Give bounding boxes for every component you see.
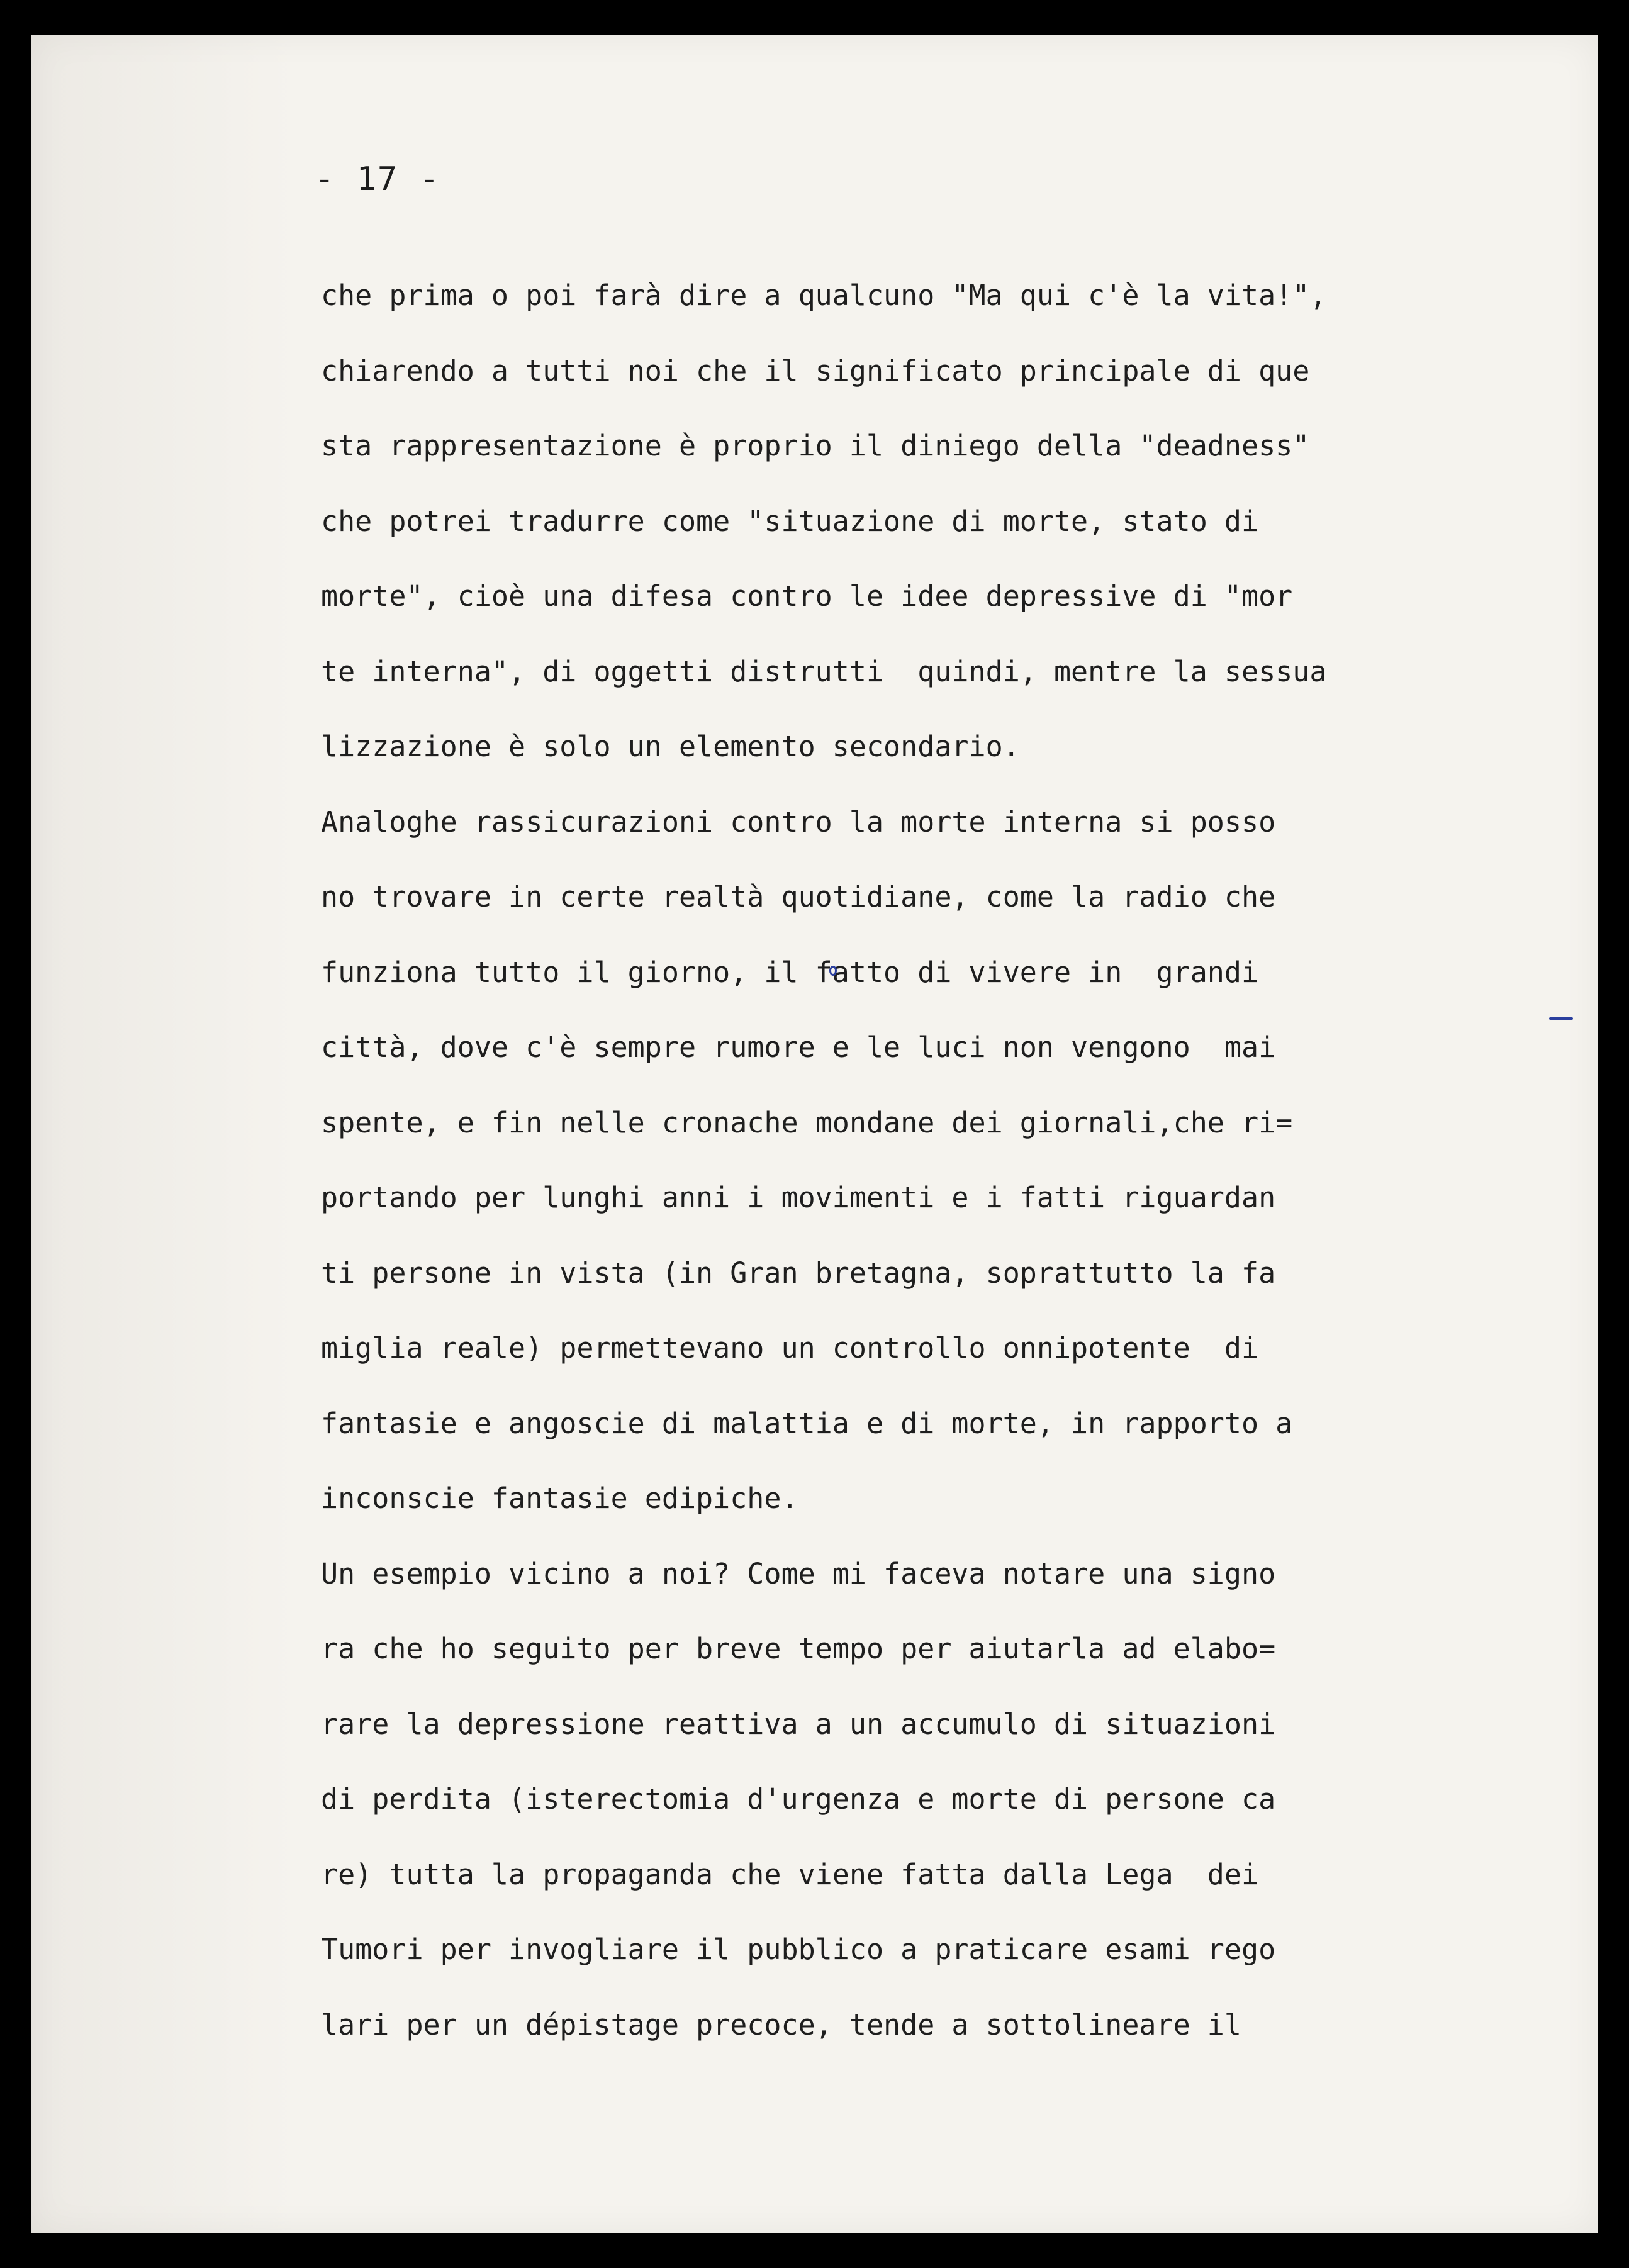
- text-line: no trovare in certe realtà quotidiane, come la radio che: [321, 880, 1276, 913]
- text-line: spente, e fin nelle cronache mondane dei giornali,che ri=: [321, 1105, 1293, 1139]
- text-line: lizzazione è solo un elemento secondario.: [321, 730, 1020, 763]
- text-line: sta rappresentazione è proprio il diniego della "deadness": [321, 429, 1310, 462]
- text-line: funziona tutto il giorno, il fatto di vivere in grandi: [321, 955, 1259, 989]
- text-line: rare la depressione reattiva a un accumulo di situazioni: [321, 1707, 1276, 1741]
- text-line: chiarendo a tutti noi che il significato principale di que: [321, 354, 1310, 388]
- pen-correction-mark: [829, 966, 837, 976]
- text-line: inconscie fantasie edipiche.: [321, 1482, 798, 1515]
- text-line: morte", cioè una difesa contro le idee depressive di "mor: [321, 579, 1293, 613]
- pen-margin-mark: [1549, 1017, 1573, 1020]
- text-line: lari per un dépistage precoce, tende a sottolineare il: [321, 2008, 1241, 2042]
- text-line: di perdita (isterectomia d'urgenza e morte di persone ca: [321, 1782, 1276, 1816]
- text-line: miglia reale) permettevano un controllo onnipotente di: [321, 1331, 1259, 1365]
- text-line: città, dove c'è sempre rumore e le luci non vengono mai: [321, 1031, 1276, 1064]
- text-line: che prima o poi farà dire a qualcuno "Ma qui c'è la vita!",: [321, 279, 1327, 312]
- text-line: che potrei tradurre come "situazione di morte, stato di: [321, 504, 1259, 538]
- text-line: re) tutta la propaganda che viene fatta dalla Lega dei: [321, 1857, 1259, 1891]
- paper-shadow: [31, 35, 296, 2233]
- text-line: Tumori per invogliare il pubblico a praticare esami rego: [321, 1933, 1276, 1966]
- text-line: portando per lunghi anni i movimenti e i fatti riguardan: [321, 1181, 1276, 1214]
- text-line: Analoghe rassicurazioni contro la morte interna si posso: [321, 805, 1276, 839]
- text-line: fantasie e angoscie di malattia e di morte, in rapporto a: [321, 1406, 1293, 1440]
- page-number: - 17 -: [315, 160, 440, 198]
- text-line: Un esempio vicino a noi? Come mi faceva notare una signo: [321, 1556, 1276, 1590]
- text-line: ra che ho seguito per breve tempo per aiutarla ad elabo=: [321, 1632, 1276, 1665]
- body-text: [321, 258, 1504, 2062]
- text-line: te interna", di oggetti distrutti quindi, mentre la sessua: [321, 654, 1327, 688]
- text-line: ti persone in vista (in Gran bretagna, soprattutto la fa: [321, 1256, 1276, 1290]
